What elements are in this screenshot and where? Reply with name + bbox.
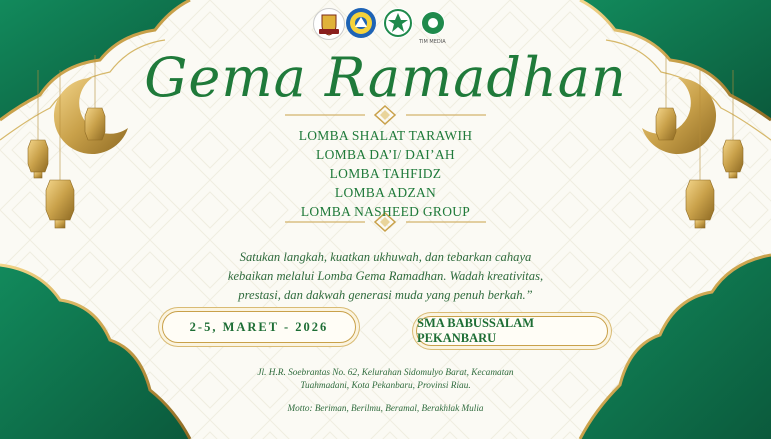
event-list — [0, 126, 771, 221]
tim-media-caption: TIM MEDIA — [419, 39, 446, 45]
address-line: Jl. H.R. Soebrantas No. 62, Kelurahan Sidomulyo Barat, Kecamatan — [257, 368, 514, 378]
motto: Motto: Beriman, Berilmu, Beramal, Berakhlak Mulia — [287, 403, 484, 413]
quote-line: kebaikan melalui Lomba Gema Ramadhan. Wadah kreativitas, — [227, 269, 544, 283]
venue-badge — [416, 316, 608, 346]
event-item: LOMBA DA’I/ DAI’AH — [316, 147, 455, 162]
logo-bar — [0, 8, 771, 45]
school-crest-logo — [313, 8, 345, 40]
venue-text: SMA BABUSSALAM PEKANBARU — [417, 316, 535, 345]
islamic-organization-logo — [383, 8, 413, 38]
quote-line: Satukan langkah, kuatkan ukhuwah, dan tebarkan cahaya — [239, 250, 532, 264]
address — [200, 367, 571, 393]
tagline-quote — [150, 248, 621, 305]
tim-media-logo — [421, 11, 445, 35]
tut-wuri-handayani-logo — [346, 8, 376, 38]
date-text: 2-5, MARET - 2026 — [189, 319, 329, 334]
event-item: LOMBA TAHFIDZ — [329, 166, 442, 181]
event-item: LOMBA ADZAN — [334, 185, 437, 200]
address-line: Tuahmadani, Kota Pekanbaru, Provinsi Riau. — [300, 381, 471, 391]
event-item: LOMBA NASHEED GROUP — [300, 204, 471, 219]
quote-line: prestasi, dan dakwah generasi muda yang penuh berkah.” — [238, 288, 533, 302]
page-title: Gema Ramadhan — [144, 46, 627, 109]
date-badge — [162, 311, 356, 343]
event-item: LOMBA SHALAT TARAWIH — [298, 128, 473, 143]
